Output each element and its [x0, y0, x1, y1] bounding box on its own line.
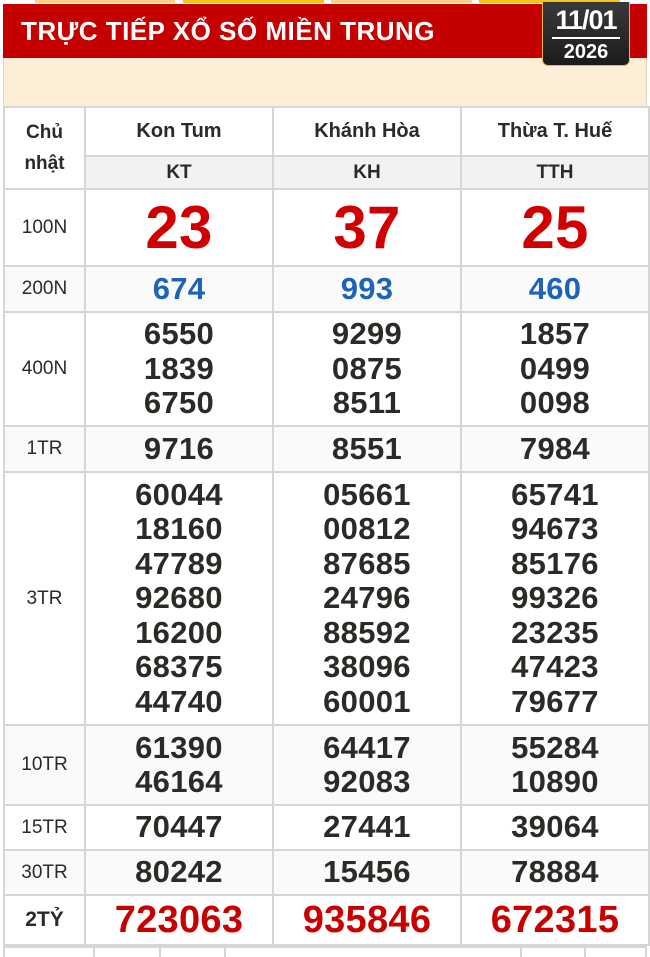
result-number: 10890: [511, 764, 599, 799]
result-number: 7984: [519, 430, 591, 466]
result-number: 37: [333, 193, 401, 261]
prize-row-1tr: [4, 426, 649, 472]
prize-row-10tr: [4, 725, 649, 805]
result-number: 47789: [135, 545, 223, 581]
result-number: 60044: [135, 476, 223, 512]
prize-row-3tr: [4, 472, 649, 725]
result-number: 1857: [519, 316, 591, 352]
result-cell: [273, 472, 461, 725]
result-cell: [461, 189, 649, 266]
result-number: 88592: [323, 614, 411, 650]
prize-label: 10TR: [4, 725, 85, 805]
result-number: 92083: [323, 764, 411, 799]
result-number: 27441: [323, 809, 411, 845]
province-code-tth: TTH: [461, 156, 649, 189]
result-number: 46164: [135, 764, 223, 799]
results-table: [3, 106, 650, 946]
result-number: 8511: [332, 385, 402, 421]
prize-label: 200N: [4, 266, 85, 312]
result-number: 99326: [511, 580, 599, 616]
result-number: 38096: [323, 649, 411, 685]
result-number: 55284: [511, 729, 599, 765]
result-cell: [273, 805, 461, 850]
result-cell: [85, 312, 273, 426]
loto-col-divider: [159, 948, 161, 957]
page-title: TRỰC TIẾP XỔ SỐ MIỀN TRUNG: [21, 16, 436, 46]
prize-row-400n: [4, 312, 649, 426]
result-cell: [461, 426, 649, 472]
date-badge: [542, 2, 630, 66]
result-cell: [273, 426, 461, 472]
loto-col-divider: [93, 948, 95, 957]
result-cell: [85, 805, 273, 850]
result-number: 25: [521, 193, 589, 261]
result-number: 87685: [323, 545, 411, 581]
result-cell: [461, 266, 649, 312]
result-number: 9299: [331, 316, 403, 352]
day-of-week-cell: [4, 107, 85, 189]
prize-row-200n: [4, 266, 649, 312]
top-tab-3[interactable]: [331, 0, 472, 3]
result-cell: [461, 805, 649, 850]
prize-row-15tr: [4, 805, 649, 850]
prize-row-100n: [4, 189, 649, 266]
result-number: 64417: [323, 729, 411, 765]
result-number: 92680: [135, 580, 223, 616]
result-cell: [85, 472, 273, 725]
result-cell: [461, 895, 649, 945]
result-number: 44740: [135, 683, 223, 719]
result-number: 6550: [143, 316, 215, 352]
result-cell: [461, 850, 649, 895]
special-prize-number: 723063: [114, 899, 244, 941]
result-number: 60001: [323, 683, 411, 719]
loto-col-divider: [584, 948, 586, 957]
prize-label: 30TR: [4, 850, 85, 895]
result-cell: [85, 189, 273, 266]
day-label-line1: Chủ: [26, 122, 63, 143]
result-cell: [273, 725, 461, 805]
result-number: 23235: [511, 614, 599, 650]
header-row-provinces: [4, 107, 649, 156]
result-number: 9716: [143, 430, 215, 466]
result-number: 993: [340, 270, 394, 306]
result-number: 24796: [323, 580, 411, 616]
result-number: 460: [528, 270, 582, 306]
result-number: 39064: [511, 809, 599, 845]
date-divider: [552, 37, 620, 39]
prize-label: 2TỶ: [4, 895, 85, 945]
prize-label: 100N: [4, 189, 85, 266]
result-number: 8551: [331, 430, 403, 466]
result-number: 68375: [135, 649, 223, 685]
result-number: 1839: [143, 350, 215, 386]
result-number: 80242: [135, 854, 223, 890]
result-cell: [85, 266, 273, 312]
date-year: 2026: [563, 41, 609, 63]
result-number: 15456: [323, 854, 411, 890]
province-kon-tum[interactable]: Kon Tum: [85, 107, 273, 156]
result-number: 0499: [519, 350, 591, 386]
result-number: 0098: [519, 385, 591, 421]
result-number: 18160: [135, 511, 223, 547]
result-number: 79677: [511, 683, 599, 719]
result-cell: [85, 850, 273, 895]
result-cell: [273, 850, 461, 895]
result-number: 65741: [511, 476, 599, 512]
result-number: 70447: [135, 809, 223, 845]
result-number: 0875: [331, 350, 403, 386]
province-thua-thien-hue[interactable]: Thừa T. Huế: [461, 107, 649, 156]
result-cell: [85, 725, 273, 805]
loto-table-top-edge: [3, 946, 647, 957]
prize-label: 15TR: [4, 805, 85, 850]
result-number: 00812: [323, 511, 411, 547]
top-tab-1[interactable]: [35, 0, 175, 3]
result-number: 05661: [323, 476, 411, 512]
special-prize-number: 935846: [302, 899, 432, 941]
result-cell: [273, 266, 461, 312]
result-cell: [273, 312, 461, 426]
result-cell: [461, 472, 649, 725]
result-cell: [461, 725, 649, 805]
result-cell: [85, 895, 273, 945]
prize-label: 3TR: [4, 472, 85, 725]
top-tab-2[interactable]: [183, 0, 324, 3]
day-label-line2: nhật: [24, 153, 65, 174]
result-number: 94673: [511, 511, 599, 547]
prize-label: 400N: [4, 312, 85, 426]
loto-col-divider: [520, 948, 522, 957]
result-cell: [273, 895, 461, 945]
province-khanh-hoa[interactable]: Khánh Hòa: [273, 107, 461, 156]
result-number: 16200: [135, 614, 223, 650]
result-number: 47423: [511, 649, 599, 685]
result-number: 78884: [511, 854, 599, 890]
prize-row-special: [4, 895, 649, 945]
date-day-month: 11/01: [555, 5, 617, 35]
result-number: 23: [145, 193, 213, 261]
result-number: 61390: [135, 729, 223, 765]
loto-col-divider: [224, 948, 226, 957]
province-code-kh: KH: [273, 156, 461, 189]
prize-label: 1TR: [4, 426, 85, 472]
prize-row-30tr: [4, 850, 649, 895]
header-row-codes: [4, 156, 649, 189]
result-number: 85176: [511, 545, 599, 581]
result-number: 6750: [143, 385, 215, 421]
result-cell: [273, 189, 461, 266]
result-cell: [461, 312, 649, 426]
result-cell: [85, 426, 273, 472]
special-prize-number: 672315: [490, 899, 620, 941]
result-number: 674: [152, 270, 206, 306]
province-code-kt: KT: [85, 156, 273, 189]
